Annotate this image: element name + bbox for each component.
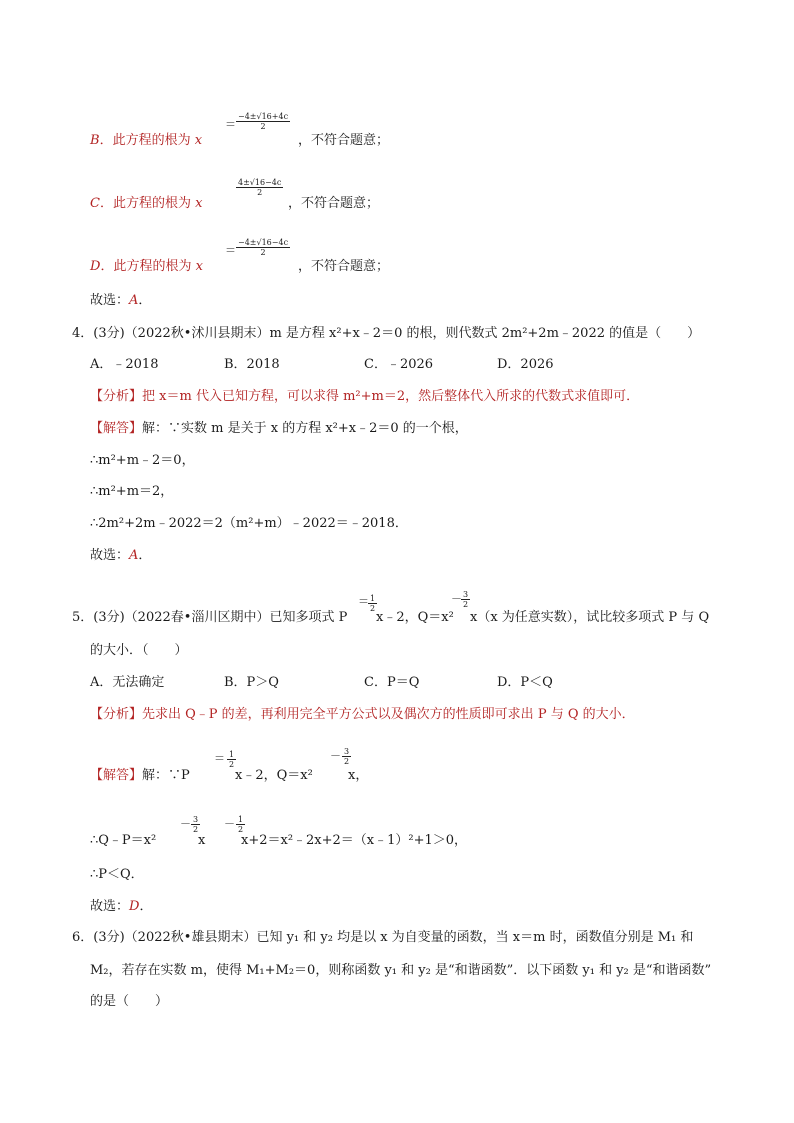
q5-analysis-tag: 【分析】 [90, 707, 143, 722]
q5-stem-eq: ＝ [358, 595, 369, 608]
q3-c-tail: ，不符合题意； [288, 196, 380, 211]
q5-sol1-a: 解：∵P [142, 768, 190, 783]
q5-sol2-frac-half-den: 2 [238, 825, 244, 834]
q3-answer-label: 故选： [90, 293, 130, 308]
q5-solution-line-3: ∴P＜Q． [90, 867, 144, 882]
q5-sol1-minus: － [330, 749, 341, 762]
q5-sol2-minus1: － [180, 817, 191, 830]
q5-sol2-frac-three-num: 3 [193, 815, 199, 824]
q4-solution-line-2: ∴m²+m﹣2＝0， [90, 453, 195, 468]
q5-analysis-text: 先求出 Q﹣P 的差，再利用完全平方公式以及偶次方的性质即可求出 P 与 Q 的大小． [142, 707, 635, 722]
q5-sol1-frac-half-den: 2 [229, 760, 235, 769]
q3-c-var: x [195, 196, 203, 211]
q4-analysis-text: 把 x＝m 代入已知方程，可以求得 m²+m＝2，然后整体代入所求的代数式求值即可． [142, 389, 640, 404]
q5-sol1-frac-three-num: 3 [344, 747, 350, 756]
q5-stem-frac-half-den: 2 [370, 604, 376, 613]
q5-stem-frac-three [461, 590, 470, 609]
q3-b-tail: ，不符合题意； [298, 133, 390, 148]
q5-sol1-frac-three-den: 2 [344, 757, 350, 766]
q5-sol2-b: x [198, 833, 206, 848]
q3-d-letter: D [90, 259, 101, 274]
q3-b-letter: B [90, 133, 100, 148]
q5-sol1-frac-half-num: 1 [229, 750, 235, 759]
q5-sol1-eq: ＝ [214, 752, 225, 765]
q5-answer [90, 898, 152, 916]
q4-answer-end: ． [138, 548, 152, 563]
q3-option-b [90, 132, 202, 150]
q3-d-text: ．此方程的根为 [100, 259, 196, 274]
q4-answer-label: 故选： [90, 548, 130, 563]
q3-option-d [90, 258, 203, 276]
q5-answer-letter: D [129, 899, 140, 914]
q4-solution-line-1 [90, 420, 468, 438]
q3-c-letter: C [90, 196, 100, 211]
q4-solution-tag: 【解答】 [90, 421, 143, 436]
q4-option-b: B．2018 [224, 357, 280, 372]
q3-d-var: x [195, 259, 203, 274]
q4-option-a: A．﹣2018 [90, 357, 159, 372]
q4-answer [90, 547, 151, 565]
q3-b-fraction [236, 112, 290, 131]
q4-solution-line-3: ∴m²+m＝2， [90, 484, 174, 499]
q3-c-fraction [236, 178, 283, 197]
q5-stem-frac-three-den: 2 [463, 600, 469, 609]
q3-b-frac-num: −4±√16+4c [238, 112, 289, 121]
q5-sol1-frac-three [342, 747, 351, 766]
q6-stem-line-1: 6．(3分)（2022秋•雄县期末）已知 y₁ 和 y₂ 均是以 x 为自变量的函数，当 x＝m 时，函数值分别是 M₁ 和 [72, 930, 694, 945]
q3-b-text: ．此方程的根为 [99, 133, 195, 148]
q5-option-d: D．P＜Q [497, 675, 553, 690]
q5-solution-line-1 [90, 767, 190, 785]
q5-stem-frac-three-num: 3 [463, 590, 469, 599]
q5-sol1-b: x﹣2，Q＝x² [235, 768, 313, 783]
q5-option-b: B．P＞Q [224, 675, 279, 690]
q4-stem: 4．(3分)（2022秋•沭川县期末）m 是方程 x²+x﹣2＝0 的根，则代数式 2m²+2m﹣2022 的值是（ ） [72, 326, 701, 341]
q5-sol2-c: x+2＝x²﹣2x+2＝（x﹣1）²+1＞0， [241, 833, 468, 848]
q5-sol1-c: x， [348, 768, 369, 783]
q5-stem-line2: 的大小．（ ） [90, 643, 188, 658]
q3-b-eq: ＝ [225, 118, 236, 131]
q4-option-c: C．﹣2026 [364, 357, 434, 372]
q6-stem-line-3: 的是（ ） [90, 994, 169, 1009]
q5-option-a: A．无法确定 [90, 675, 165, 690]
q3-d-tail: ，不符合题意； [298, 259, 390, 274]
q3-d-fraction [236, 238, 290, 257]
q3-c-text: ．此方程的根为 [99, 196, 196, 211]
q3-option-c [90, 195, 202, 213]
q5-sol2-frac-half-num: 1 [238, 815, 244, 824]
q5-stem-c: x（x 为任意实数），试比较多项式 P 与 Q [470, 610, 710, 625]
q4-option-d: D．2026 [497, 357, 554, 372]
q3-c-frac-den: 2 [257, 188, 263, 197]
q4-solution-text: 解：∵实数 m 是关于 x 的方程 x²+x﹣2＝0 的一个根， [142, 421, 468, 436]
q5-stem-b: x﹣2，Q＝x² [376, 610, 454, 625]
q3-answer-letter: A [129, 293, 139, 308]
q3-answer-end: ． [138, 293, 152, 308]
q5-sol2-a: ∴Q﹣P＝x² [90, 833, 157, 848]
q3-b-frac-den: 2 [260, 122, 266, 131]
q5-sol2-frac-three-den: 2 [193, 825, 199, 834]
q5-solution-tag: 【解答】 [90, 768, 143, 783]
q3-b-var: x [194, 133, 203, 148]
q5-option-c: C．P＝Q [364, 675, 420, 690]
q4-solution-line-4: ∴2m²+2m﹣2022＝2（m²+m）﹣2022＝﹣2018． [90, 516, 408, 531]
q3-c-frac-num: 4±√16−4c [238, 178, 282, 187]
q4-analysis-tag: 【分析】 [90, 389, 143, 404]
q6-stem-line-2: M₂，若存在实数 m，使得 M₁+M₂＝0，则称函数 y₁ 和 y₂ 是“和谐函数”．以下函数 y₁ 和 y₂ 是“和谐函数” [90, 963, 712, 978]
q5-sol2-minus2: － [224, 817, 235, 830]
q5-stem-a: 5．(3分)（2022春•淄川区期中）已知多项式 P [72, 610, 348, 625]
q5-answer-label: 故选： [90, 899, 130, 914]
q3-d-frac-num: −4±√16−4c [238, 238, 289, 247]
q4-answer-letter: A [129, 548, 139, 563]
q3-answer [90, 292, 151, 310]
q5-stem-frac-half-num: 1 [370, 594, 376, 603]
q5-analysis [90, 706, 635, 724]
q3-d-frac-den: 2 [260, 248, 266, 257]
q3-d-eq: ＝ [225, 244, 236, 257]
q4-analysis [90, 388, 639, 406]
q5-stem-minus: － [451, 592, 462, 605]
q5-answer-end: ． [139, 899, 153, 914]
